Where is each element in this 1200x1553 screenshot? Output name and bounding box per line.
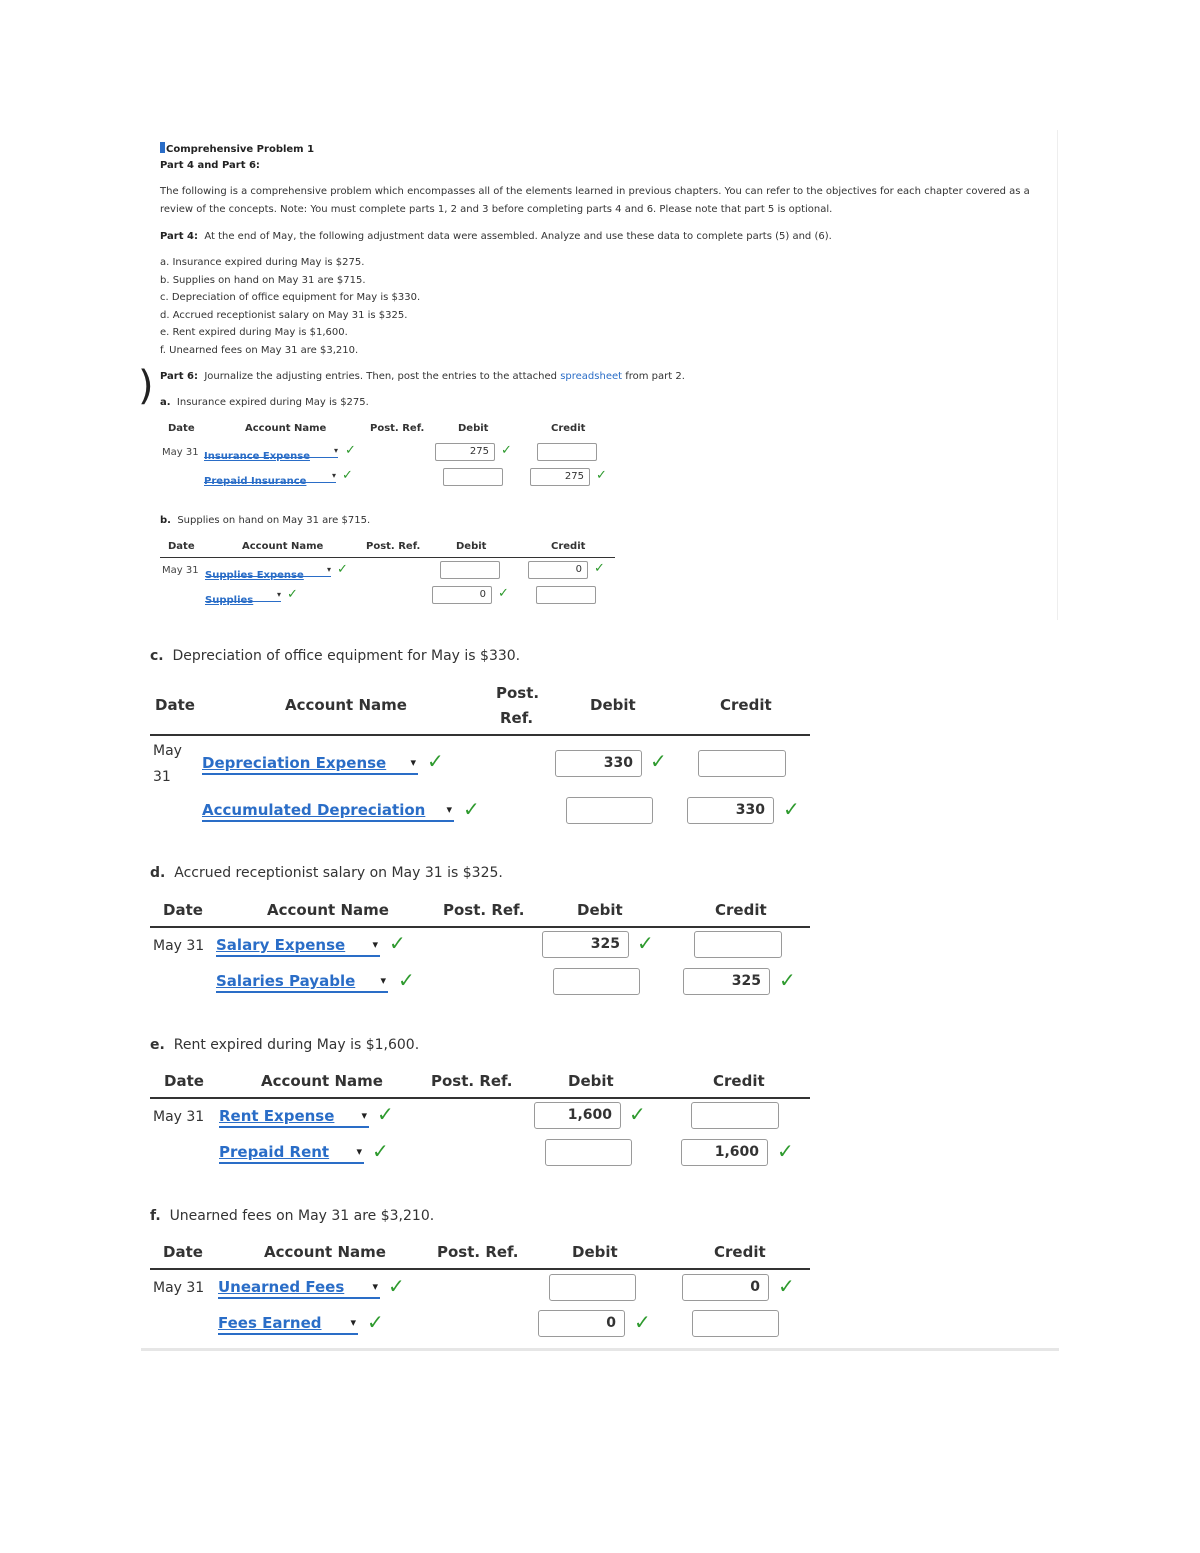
check-icon: ✓: [650, 749, 667, 773]
data-item-b: b. Supplies on hand on May 31 are $715.: [160, 275, 366, 286]
col-debit: Debit: [577, 901, 623, 919]
col-post-ref: Post. Ref.: [366, 541, 421, 552]
col-credit: Credit: [714, 1243, 766, 1261]
account-select[interactable]: Salary Expense ▾: [216, 935, 380, 957]
chevron-down-icon: ▾: [331, 471, 336, 480]
account-select[interactable]: Accumulated Depreciation ▾: [202, 800, 454, 822]
debit-input[interactable]: [440, 561, 500, 579]
debit-input[interactable]: [566, 797, 653, 824]
account-select[interactable]: Supplies ▾: [205, 590, 281, 606]
debit-input[interactable]: 0: [432, 586, 492, 604]
chevron-down-icon: ▾: [372, 938, 378, 951]
scan-edge: [1057, 130, 1058, 620]
col-account: Account Name: [245, 423, 327, 434]
col-post-ref: Post. Ref.: [431, 1072, 513, 1090]
check-icon: ✓: [629, 1102, 646, 1126]
credit-input[interactable]: 0: [682, 1274, 769, 1301]
check-icon: ✓: [498, 586, 509, 601]
entry-date: May 31: [162, 565, 199, 576]
debit-input[interactable]: 330: [555, 750, 642, 777]
check-icon: ✓: [463, 797, 480, 821]
question-e: e. Rent expired during May is $1,600.: [150, 1037, 420, 1053]
account-select[interactable]: Unearned Fees ▾: [218, 1277, 380, 1299]
col-date: Date: [168, 423, 195, 434]
check-icon: ✓: [389, 931, 406, 955]
account-select[interactable]: Salaries Payable ▾: [216, 971, 388, 993]
page-bottom-edge: [141, 1348, 1059, 1351]
check-icon: ✓: [778, 1274, 795, 1298]
account-select[interactable]: Prepaid Insurance ▾: [204, 471, 336, 487]
chevron-down-icon: ▾: [361, 1109, 367, 1122]
check-icon: ✓: [594, 561, 605, 576]
chevron-down-icon: ▾: [380, 974, 386, 987]
question-b: b. Supplies on hand on May 31 are $715.: [160, 515, 371, 526]
data-item-d: d. Accrued receptionist salary on May 31 is $325.: [160, 310, 408, 321]
check-icon: ✓: [637, 931, 654, 955]
credit-input[interactable]: [537, 443, 597, 461]
check-icon: ✓: [398, 968, 415, 992]
check-icon: ✓: [342, 468, 353, 483]
debit-input[interactable]: [549, 1274, 636, 1301]
credit-input[interactable]: 325: [683, 968, 770, 995]
debit-input[interactable]: 0: [538, 1310, 625, 1337]
check-icon: ✓: [372, 1139, 389, 1163]
credit-input[interactable]: 330: [687, 797, 774, 824]
debit-input[interactable]: [553, 968, 640, 995]
col-debit: Debit: [572, 1243, 618, 1261]
col-date: Date: [164, 1072, 204, 1090]
credit-input[interactable]: 1,600: [681, 1139, 768, 1166]
account-select[interactable]: Insurance Expense ▾: [204, 446, 338, 462]
entry-date: May 31: [153, 1109, 205, 1125]
check-icon: ✓: [345, 443, 356, 458]
col-date: Date: [155, 696, 195, 714]
account-select[interactable]: Supplies Expense ▾: [205, 565, 331, 581]
debit-input[interactable]: [545, 1139, 632, 1166]
debit-input[interactable]: 1,600: [534, 1102, 621, 1129]
intro-line-1: The following is a comprehensive problem which encompasses all of the elements learned in previous chapters. You can refer to the objectives for each chapter covered as a: [160, 186, 1030, 197]
col-credit: Credit: [715, 901, 767, 919]
debit-input[interactable]: [443, 468, 503, 486]
spreadsheet-link[interactable]: spreadsheet: [560, 371, 623, 382]
check-icon: ✓: [388, 1274, 405, 1298]
check-icon: ✓: [783, 797, 800, 821]
chevron-down-icon: ▾: [333, 446, 338, 455]
credit-input[interactable]: [691, 1102, 779, 1129]
col-post-ref: Post. Ref.: [443, 901, 525, 919]
page-subtitle: Part 4 and Part 6:: [160, 160, 260, 171]
entry-date-month: May: [153, 743, 182, 759]
credit-input[interactable]: 0: [528, 561, 588, 579]
col-date: Date: [163, 901, 203, 919]
col-ref: Ref.: [500, 709, 534, 727]
entry-date-day: 31: [153, 769, 171, 785]
question-a: a. Insurance expired during May is $275.: [160, 397, 369, 408]
part4-instructions: Part 4: At the end of May, the following adjustment data were assembled. Analyze and use these data to complete parts (5) and (6).: [160, 231, 832, 242]
header-rule: [150, 1268, 810, 1270]
question-f: f. Unearned fees on May 31 are $3,210.: [150, 1208, 435, 1224]
col-account: Account Name: [261, 1072, 383, 1090]
check-icon: ✓: [596, 468, 607, 483]
question-d: d. Accrued receptionist salary on May 31 is $325.: [150, 865, 503, 881]
col-account: Account Name: [267, 901, 389, 919]
col-credit: Credit: [720, 696, 772, 714]
col-credit: Credit: [713, 1072, 765, 1090]
text-cursor: [160, 142, 165, 153]
col-date: Date: [163, 1243, 203, 1261]
check-icon: ✓: [427, 749, 444, 773]
chevron-down-icon: ▾: [410, 756, 416, 769]
check-icon: ✓: [779, 968, 796, 992]
data-item-f: f. Unearned fees on May 31 are $3,210.: [160, 345, 359, 356]
data-item-e: e. Rent expired during May is $1,600.: [160, 327, 348, 338]
chevron-down-icon: ▾: [350, 1316, 356, 1329]
account-select[interactable]: Fees Earned ▾: [218, 1313, 358, 1335]
header-rule: [160, 557, 615, 558]
data-item-c: c. Depreciation of office equipment for May is $330.: [160, 292, 421, 303]
debit-input[interactable]: 325: [542, 931, 629, 958]
check-icon: ✓: [367, 1310, 384, 1334]
col-post-ref: Post. Ref.: [370, 423, 425, 434]
header-rule: [150, 1097, 810, 1099]
check-icon: ✓: [634, 1310, 651, 1334]
credit-input[interactable]: [536, 586, 596, 604]
check-icon: ✓: [287, 587, 298, 602]
col-debit: Debit: [456, 541, 487, 552]
col-debit: Debit: [458, 423, 489, 434]
entry-date: May 31: [162, 447, 199, 458]
entry-date: May 31: [153, 938, 205, 954]
part6-instructions: Part 6: Journalize the adjusting entries. Then, post the entries to the attached spreadsheet from part 2.: [160, 371, 685, 382]
credit-input[interactable]: [698, 750, 786, 777]
col-debit: Debit: [568, 1072, 614, 1090]
credit-input[interactable]: [694, 931, 782, 958]
chevron-down-icon: ▾: [372, 1280, 378, 1293]
check-icon: ✓: [377, 1102, 394, 1126]
entry-date: May 31: [153, 1280, 205, 1296]
data-item-a: a. Insurance expired during May is $275.: [160, 257, 365, 268]
account-select[interactable]: Depreciation Expense ▾: [202, 753, 418, 775]
col-date: Date: [168, 541, 195, 552]
check-icon: ✓: [777, 1139, 794, 1163]
col-account: Account Name: [264, 1243, 386, 1261]
col-post-ref: Post. Ref.: [437, 1243, 519, 1261]
question-c: c. Depreciation of office equipment for May is $330.: [150, 648, 521, 664]
intro-line-2: review of the concepts. Note: You must complete parts 1, 2 and 3 before completing parts 4 and 6. Please note that part 5 is optional.: [160, 204, 833, 215]
account-select[interactable]: Rent Expense ▾: [219, 1106, 369, 1128]
col-credit: Credit: [551, 541, 586, 552]
page-title: Comprehensive Problem 1: [160, 142, 314, 155]
chevron-down-icon: ▾: [326, 565, 331, 574]
debit-input[interactable]: 275: [435, 443, 495, 461]
credit-input[interactable]: 275: [530, 468, 590, 486]
col-account: Account Name: [285, 696, 407, 714]
header-rule: [150, 734, 810, 736]
bracket-mark: ): [138, 363, 154, 409]
chevron-down-icon: ▾: [446, 803, 452, 816]
col-credit: Credit: [551, 423, 586, 434]
credit-input[interactable]: [692, 1310, 779, 1337]
check-icon: ✓: [337, 562, 348, 577]
chevron-down-icon: ▾: [276, 590, 281, 599]
col-account: Account Name: [242, 541, 324, 552]
chevron-down-icon: ▾: [356, 1145, 362, 1158]
check-icon: ✓: [501, 443, 512, 458]
header-rule: [150, 926, 810, 928]
col-post: Post.: [496, 684, 540, 702]
col-debit: Debit: [590, 696, 636, 714]
account-select[interactable]: Prepaid Rent ▾: [219, 1142, 364, 1164]
